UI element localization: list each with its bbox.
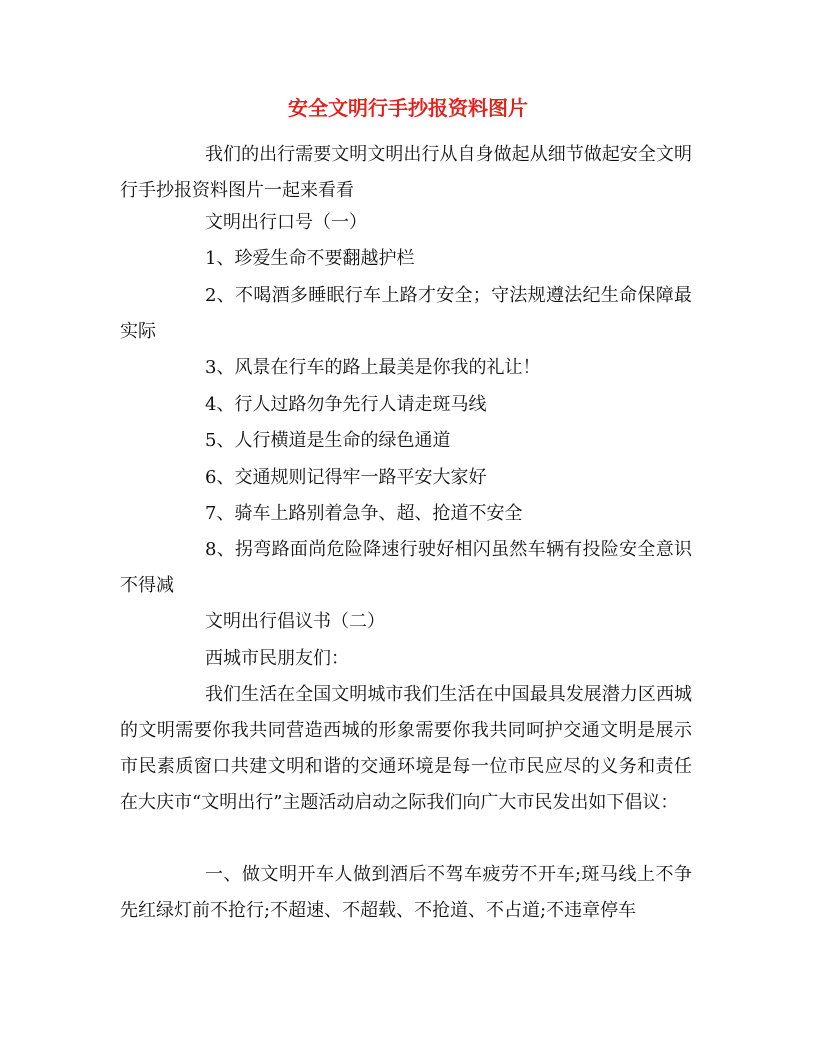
proposal-item-one: 一、做文明开车人做到酒后不驾车疲劳不开车;斑马线上不争先红绿灯前不抢行;不超速、不超载、不抢道、不占道;不违章停车 xyxy=(120,864,692,921)
slogan-item: 1、珍爱生命不要翻越护栏 xyxy=(205,248,415,269)
slogans-heading: 文明出行口号（一） xyxy=(205,212,367,233)
slogan-item: 5、人行横道是生命的绿色通道 xyxy=(205,430,451,451)
slogan-item: 3、风景在行车的路上最美是你我的礼让！ xyxy=(205,357,541,378)
document-title: 安全文明行手抄报资料图片 xyxy=(288,96,528,120)
slogan-item: 6、交通规则记得牢一路平安大家好 xyxy=(205,467,487,488)
greeting: 西城市民朋友们： xyxy=(205,648,349,669)
intro-paragraph: 我们的出行需要文明文明出行从自身做起从细节做起安全文明行手抄报资料图片一起来看看 xyxy=(120,144,692,201)
slogan-item: 8、拐弯路面尚危险降速行驶好相闪虽然车辆有投险安全意识不得减 xyxy=(120,539,692,596)
slogan-item: 4、行人过路勿争先行人请走斑马线 xyxy=(205,394,487,415)
proposal-heading: 文明出行倡议书（二） xyxy=(205,611,385,632)
slogan-item: 2、不喝酒多睡眠行车上路才安全；守法规遵法纪生命保障最实际 xyxy=(120,285,692,342)
proposal-body: 我们生活在全国文明城市我们生活在中国最具发展潜力区西城的文明需要你我共同营造西城的形象需要你我共同呵护交通文明是展示市民素质窗口共建文明和谐的交通环境是每一位市民应尽的义务和责任在大庆市“文明出行”主题活动启动之际我们向广大市民发出如下倡议： xyxy=(120,684,692,813)
slogan-item: 7、骑车上路别着急争、超、抢道不安全 xyxy=(205,503,523,524)
